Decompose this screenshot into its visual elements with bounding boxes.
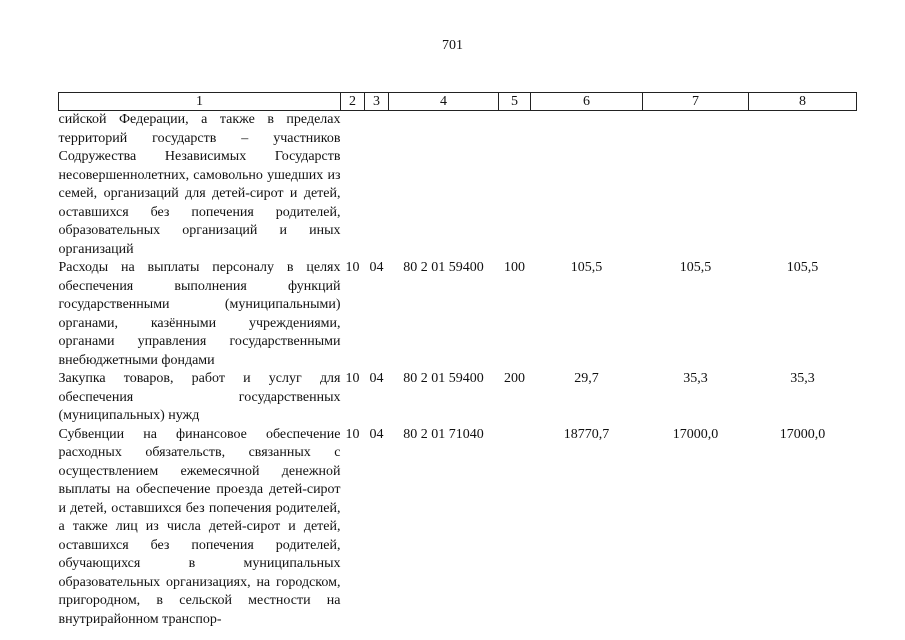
row-amount-col6: 18770,7 — [563, 426, 610, 442]
header-col-3: 3 — [365, 93, 389, 111]
row-amount-col7 — [643, 111, 749, 260]
row-subsection: 04 — [369, 371, 384, 386]
table-row — [59, 111, 857, 260]
row-amount-col7: 35,3 — [683, 371, 708, 386]
table-row — [59, 259, 857, 370]
row-amount-col6: 105,5 — [570, 260, 603, 275]
row-amount-col7: 17000,0 — [672, 426, 719, 442]
header-col-5: 5 — [499, 93, 531, 111]
row-amount-col7: 105,5 — [679, 260, 712, 275]
row-amount-col6: 29,7 — [574, 371, 599, 386]
page-number: 701 — [442, 38, 463, 53]
row-target-article: 80 2 01 71040 — [403, 426, 484, 442]
row-amount-col8: 17000,0 — [779, 426, 826, 442]
row-subsection — [365, 111, 389, 260]
row-amount-col8 — [749, 111, 857, 260]
row-target-article: 80 2 01 59400 — [403, 371, 484, 386]
header-col-4: 4 — [389, 93, 499, 111]
table-row — [59, 426, 857, 630]
row-subsection: 04 — [369, 260, 384, 275]
table-row — [59, 370, 857, 426]
row-name: Закупка товаров, работ и услуг для обеспечения государственных (муниципальных) нужд — [58, 371, 341, 423]
row-name: Субвенции на финансовое обеспечение расходных обязательств, связанных с осуществлением ежемесячной денежной выплаты на обеспечение проезда детей-сирот и детей, оставшихся без попечения родителей, а также лиц из числа детей-сирот и детей, оставшихся без попечения родителей, обучающихся в муниципальных образовательных организациях, на городском, пригородном, в сельской местности на внутрирайонном транспор- — [58, 426, 341, 627]
row-section: 10 — [345, 426, 360, 442]
row-name: Расходы на выплаты персоналу в целях обеспечения выполнения функций государственными (муниципальными) органами, казёнными учреждениями, органами управления государственными внебюджетными фондами — [58, 260, 341, 368]
row-expense-type — [499, 111, 531, 260]
header-col-6: 6 — [531, 93, 643, 111]
row-section — [341, 111, 365, 260]
row-amount-col6 — [531, 111, 643, 260]
column-number-header-row — [59, 93, 857, 111]
budget-table — [58, 92, 857, 629]
header-col-2: 2 — [341, 93, 365, 111]
row-name: сийской Федерации, а также в пределах территорий государств – участников Содружества Независимых Государств несовершеннолетних, самовольно ушедших из семей, организаций для детей-сирот и детей, оставшихся без попечения родителей, образовательных организаций и иных организаций — [58, 112, 341, 257]
row-expense-type: 100 — [504, 260, 525, 275]
row-amount-col8: 35,3 — [790, 371, 815, 386]
row-amount-col8: 105,5 — [786, 260, 819, 275]
row-target-article — [389, 111, 499, 260]
row-expense-type — [499, 426, 531, 630]
row-target-article: 80 2 01 59400 — [403, 260, 484, 275]
row-section: 10 — [345, 260, 360, 275]
row-section: 10 — [345, 371, 360, 386]
row-subsection: 04 — [369, 426, 384, 442]
header-col-1: 1 — [59, 93, 341, 111]
row-expense-type: 200 — [504, 371, 525, 386]
header-col-8: 8 — [749, 93, 857, 111]
header-col-7: 7 — [643, 93, 749, 111]
